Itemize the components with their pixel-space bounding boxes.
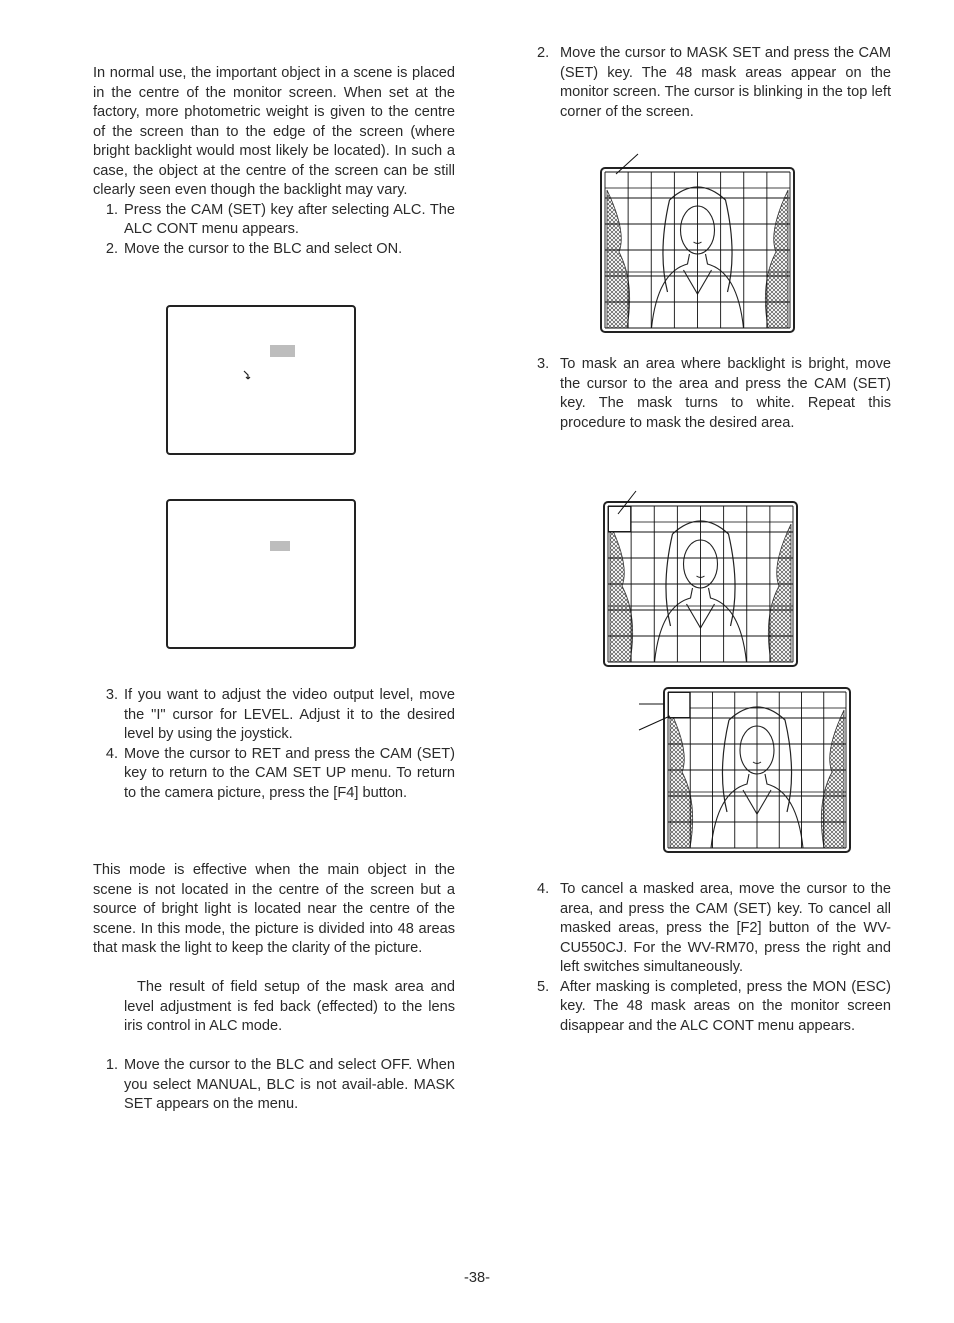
menu-highlight [270, 345, 295, 357]
list-item: 1. Move the cursor to the BLC and select OFF. When you select MANUAL, BLC is not avail-able. MASK SET appears on the menu. [105, 1057, 455, 1112]
list-item: 2. Move the cursor to the BLC and select ON. [105, 240, 403, 257]
list-item: 4. To cancel a masked area, move the cursor to the area, and press the CAM (SET) key. To cancel all masked areas, press the [F2] button of the WV-CU550CJ. For the WV-RM70, press the right and left switches simultaneously. [537, 881, 891, 975]
mode-paragraph: This mode is effective when the main object in the scene is not located in the centre of the screen but a source of bright light is located near the centre of the scene. In this mode, the picture is divided into 48 areas that mask the light to keep the clarity of the picture. [93, 862, 455, 956]
list-item: 1. Press the CAM (SET) key after selecting ALC. The ALC CONT menu appears. [105, 201, 455, 237]
page-number: -38- [464, 1270, 490, 1286]
list-item: 2. Move the cursor to MASK SET and press the CAM (SET) key. The 48 mask areas appear on the monitor screen. The cursor is blinking in the top left corner of the screen. [537, 45, 891, 120]
mask-grid-illustration-1 [596, 152, 796, 334]
left-column-steps [93, 686, 455, 803]
note-paragraph: The result of field setup of the mask area and level adjustment is fed back (effected) to the lens iris control in ALC mode. [124, 979, 455, 1034]
list-item: 3. To mask an area where backlight is bright, move the cursor to the area and press the CAM (SET) key. The mask turns to white. Repeat this procedure to mask the desired area. [537, 356, 891, 431]
left-column-mode [93, 861, 455, 1115]
right-column-step2 [537, 44, 891, 122]
list-item: 4. Move the cursor to RET and press the CAM (SET) key to return to the CAM SET UP menu. To return to the camera picture, press the [F4] button. [105, 745, 455, 801]
left-column [93, 64, 455, 259]
right-column-steps-end [537, 880, 891, 1036]
list-item: 3. If you want to adjust the video output level, move the "I" cursor for LEVEL. Adjust it to the desired level by using the joystick. [105, 687, 455, 742]
mask-grid-illustration-3 [634, 686, 854, 854]
right-column-step3 [537, 355, 891, 433]
alc-cont-menu-screen-2 [166, 499, 356, 649]
menu-highlight [270, 541, 290, 551]
mask-grid-illustration-2 [600, 486, 800, 668]
alc-cont-menu-screen [166, 305, 356, 455]
intro-paragraph: In normal use, the important object in a scene is placed in the centre of the monitor screen. When set at the factory, more photometric weight is given to the centre of the screen than to the edge of the screen (where bright backlight would most likely be located). In such a case, the object at the centre of the screen can be still clearly seen even though the backlight may vary. [93, 65, 455, 198]
list-item: 5. After masking is completed, press the MON (ESC) key. The 48 mask areas on the monitor screen disappear and the ALC CONT menu appears. [537, 978, 891, 1034]
cursor-arrow-icon [242, 369, 254, 381]
